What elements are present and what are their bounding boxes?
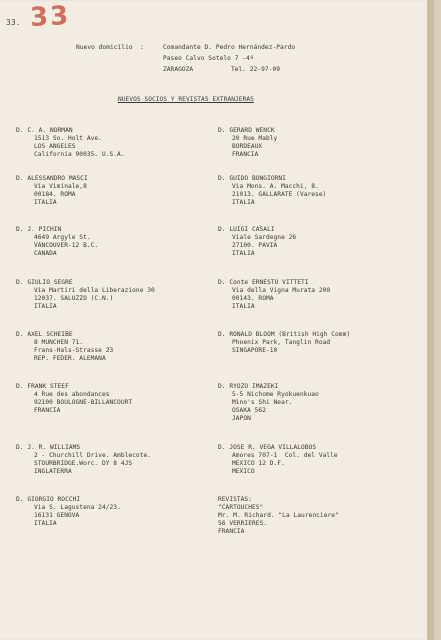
entry-line: Frans-Hals-Strasse 23 bbox=[34, 347, 114, 354]
header-line-3: ZARAGOZA Tel. 22-97-09 bbox=[163, 66, 281, 73]
entry-line: 00184. ROMA bbox=[34, 191, 76, 198]
entry-line: Viale Sardegne 26 bbox=[232, 234, 297, 241]
entry-name: D. LUIGI CASALI bbox=[218, 226, 275, 233]
entry-name: D. ALESSANDRO MASCI bbox=[16, 175, 88, 182]
entry-line: Amores 707-1 Col. del Valle bbox=[232, 452, 338, 459]
entry-line: 27100. PAVIA bbox=[232, 242, 278, 249]
entry-line: ITALIA bbox=[34, 303, 57, 310]
entry-line: Via Viminale,8 bbox=[34, 183, 87, 190]
entry-line: ITALIA bbox=[34, 520, 57, 527]
page-number: 33. bbox=[6, 18, 21, 27]
page-edge bbox=[427, 0, 434, 640]
entry-name: D. RYOZO IMAZEKI bbox=[218, 383, 279, 390]
entry-name: D. GUIDO BONGIORNI bbox=[218, 175, 286, 182]
entry-line: 8 MUNCHEN 71. bbox=[34, 339, 84, 346]
entry-line: 21013. GALLARATE (Varese) bbox=[232, 191, 327, 198]
entry-name: D. GIULIO SEGRE bbox=[16, 279, 73, 286]
entry-line: CANADA bbox=[34, 250, 57, 257]
entry-line: FRANCIA bbox=[34, 407, 61, 414]
handwritten-page-stamp: 33 bbox=[29, 0, 71, 34]
entry-line: Via Mons. A. Macchi, 8. bbox=[232, 183, 319, 190]
section-title: NUEVOS SOCIOS Y REVISTAS EXTRANJERAS bbox=[118, 96, 254, 103]
entry-name: D. GERARD WENCK bbox=[218, 127, 275, 134]
entry-line: STOURBRIDGE.Worc. DY 8 4JS bbox=[34, 460, 133, 467]
entry-name: D. Conte ERNESTO VITTETI bbox=[218, 279, 309, 286]
entry-line: MEXICO 12 D.F. bbox=[232, 460, 285, 467]
header-line-1: Comandante D. Pedro Hernández-Pardo bbox=[163, 44, 296, 51]
entry-line: Via S. Lagustena 24/23. bbox=[34, 504, 121, 511]
header-label: Nuevo domicilio : bbox=[76, 44, 144, 51]
entry-line: BORDEAUX bbox=[232, 143, 263, 150]
entry-name: D. C. A. NORMAN bbox=[16, 127, 73, 134]
entry-line: "CARTOUCHES" bbox=[218, 504, 264, 511]
entry-line: JAPON bbox=[232, 415, 251, 422]
entry-line: Via della Vigna Murata 200 bbox=[232, 287, 331, 294]
entry-line: MEXICO bbox=[232, 468, 255, 475]
entry-line: 4649 Argyle St. bbox=[34, 234, 91, 241]
entry-line: Via Martiri della Liberazione 30 bbox=[34, 287, 155, 294]
entry-line: FRANCIA bbox=[218, 528, 245, 535]
entry-line: 00143. ROMA bbox=[232, 295, 274, 302]
entry-line: Phoenix Park, Tanglin Road bbox=[232, 339, 331, 346]
entry-name: D. RONALD BLOOM (British High Comm) bbox=[218, 331, 351, 338]
entry-line: Mr. M. Richard. "La Laurenciere" bbox=[218, 512, 339, 519]
entry-line: 92100 BOULOGNE-BILLANCOURT bbox=[34, 399, 133, 406]
entry-line: 56 VERRIERES. bbox=[218, 520, 268, 527]
entry-line: 2 - Churchill Drive. Amblecote. bbox=[34, 452, 152, 459]
entry-line: Mino's Shi Near. bbox=[232, 399, 293, 406]
entry-name: D. FRANK STEEF bbox=[16, 383, 69, 390]
entry-name: REVISTAS: bbox=[218, 496, 252, 503]
entry-line: 5-5 Nichome Ryokuenkuao bbox=[232, 391, 319, 398]
entry-line: California 90035. U.S.A. bbox=[34, 151, 125, 158]
entry-line: ITALIA bbox=[232, 199, 255, 206]
entry-line: LOS ANGELES bbox=[34, 143, 76, 150]
entry-line: ITALIA bbox=[232, 250, 255, 257]
header-line-2: Paseo Calvo Sotelo 7 -4º bbox=[163, 55, 254, 62]
entry-line: INGLATERRA bbox=[34, 468, 72, 475]
entry-line: 12037. SALUZZO (C.N.) bbox=[34, 295, 114, 302]
entry-line: 16131 GENOVA bbox=[34, 512, 80, 519]
entry-name: D. J. R. WILLIAMS bbox=[16, 444, 81, 451]
entry-line: 4 Rue des abondances bbox=[34, 391, 110, 398]
entry-line: OSAKA 562 bbox=[232, 407, 266, 414]
entry-line: VANCOUVER-12 B.C. bbox=[34, 242, 99, 249]
entry-name: D. AXEL SCHEIBE bbox=[16, 331, 73, 338]
entry-name: D. JOSE R. VEGA VILLALOBOS bbox=[218, 444, 317, 451]
entry-line: ITALIA bbox=[34, 199, 57, 206]
entry-line: SINGAPORE-10 bbox=[232, 347, 278, 354]
entry-line: FRANCIA bbox=[232, 151, 259, 158]
entry-line: ITALIA bbox=[232, 303, 255, 310]
entry-name: D. GIORGIO ROCCHI bbox=[16, 496, 81, 503]
entry-line: 20 Rue Mably bbox=[232, 135, 278, 142]
entry-line: REP. FEDER. ALEMANA bbox=[34, 355, 106, 362]
entry-name: D. J. PICHIN bbox=[16, 226, 62, 233]
entry-line: 1513 So. Holt Ave. bbox=[34, 135, 102, 142]
